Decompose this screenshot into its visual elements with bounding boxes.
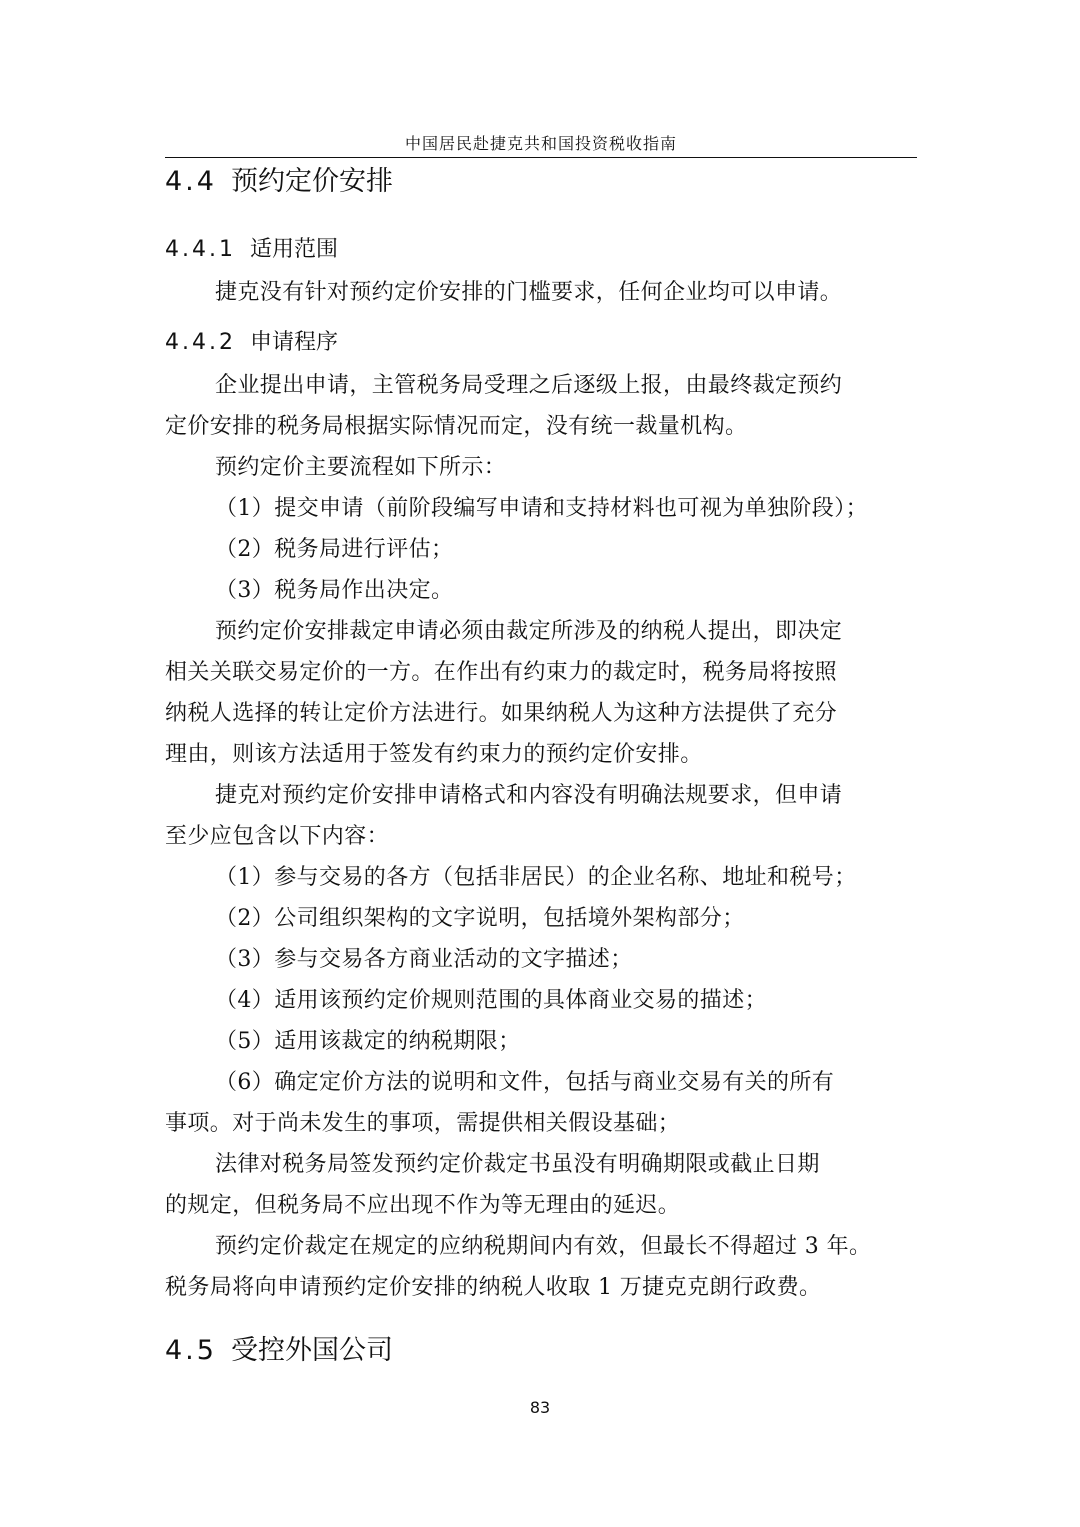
heading-4-5 — [165, 1329, 917, 1373]
running-header: 中国居民赴捷克共和国投资税收指南 — [404, 134, 677, 153]
heading-title: 适用范围 — [249, 237, 338, 262]
paragraph-line: 企业提出申请，主管税务局受理之后逐级上报，由最终裁定预约 — [215, 373, 843, 398]
list-item: （1）参与交易的各方（包括非居民）的企业名称、地址和税号； — [215, 865, 857, 890]
heading-4-4 — [165, 160, 917, 204]
paragraph-line: 定价安排的税务局根据实际情况而定，没有统一裁量机构。 — [165, 414, 748, 439]
list-item: （1）提交申请（前阶段编写申请和支持材料也可视为单独阶段）； — [215, 496, 868, 521]
paragraph-line: 税务局将向申请预约定价安排的纳税人收取 1 万捷克克朗行政费。 — [165, 1275, 822, 1300]
page-content — [165, 160, 917, 1373]
list-item: （2）公司组织架构的文字说明，包括境外架构部分； — [215, 906, 745, 931]
heading-number: 4.4.2 — [165, 330, 236, 355]
paragraph-line: 预约定价主要流程如下所示： — [215, 455, 507, 480]
paragraph-line: 纳税人选择的转让定价方法进行。如果纳税人为这种方法提供了充分 — [165, 701, 838, 726]
heading-4-4-1 — [165, 230, 917, 270]
paragraph: 捷克没有针对预约定价安排的门槛要求，任何企业均可以申请。 — [215, 280, 843, 305]
list-item: （2）税务局进行评估； — [215, 537, 454, 562]
heading-number: 4.4.1 — [165, 237, 236, 262]
heading-number: 4.4 — [165, 166, 217, 197]
paragraph-line: 相关关联交易定价的一方。在作出有约束力的裁定时，税务局将按照 — [165, 660, 838, 685]
list-item: （3）税务局作出决定。 — [215, 578, 454, 603]
heading-title: 预约定价安排 — [230, 166, 393, 197]
header-rule — [165, 157, 917, 158]
paragraph-line: 事项。对于尚未发生的事项，需提供相关假设基础； — [165, 1111, 681, 1136]
paragraph-line: 捷克对预约定价安排申请格式和内容没有明确法规要求，但申请 — [215, 783, 843, 808]
list-item: （5）适用该裁定的纳税期限； — [215, 1029, 521, 1054]
list-item: （4）适用该预约定价规则范围的具体商业交易的描述； — [215, 988, 767, 1013]
paragraph-line: 预约定价安排裁定申请必须由裁定所涉及的纳税人提出，即决定 — [215, 619, 843, 644]
list-item: （6）确定定价方法的说明和文件，包括与商业交易有关的所有 — [215, 1070, 835, 1095]
heading-number: 4.5 — [165, 1335, 217, 1366]
paragraph-line: 预约定价裁定在规定的应纳税期间内有效，但最长不得超过 3 年。 — [215, 1234, 872, 1259]
paragraph-line: 的规定，但税务局不应出现不作为等无理由的延迟。 — [165, 1193, 681, 1218]
heading-4-4-2 — [165, 323, 917, 363]
paragraph-line: 至少应包含以下内容： — [165, 824, 390, 849]
page-number: 83 — [529, 1398, 551, 1417]
paragraph-line: 理由，则该方法适用于签发有约束力的预约定价安排。 — [165, 742, 703, 767]
heading-title: 受控外国公司 — [230, 1335, 393, 1366]
heading-title: 申请程序 — [249, 330, 338, 355]
list-item: （3）参与交易各方商业活动的文字描述； — [215, 947, 633, 972]
paragraph-line: 法律对税务局签发预约定价裁定书虽没有明确期限或截止日期 — [215, 1152, 820, 1177]
